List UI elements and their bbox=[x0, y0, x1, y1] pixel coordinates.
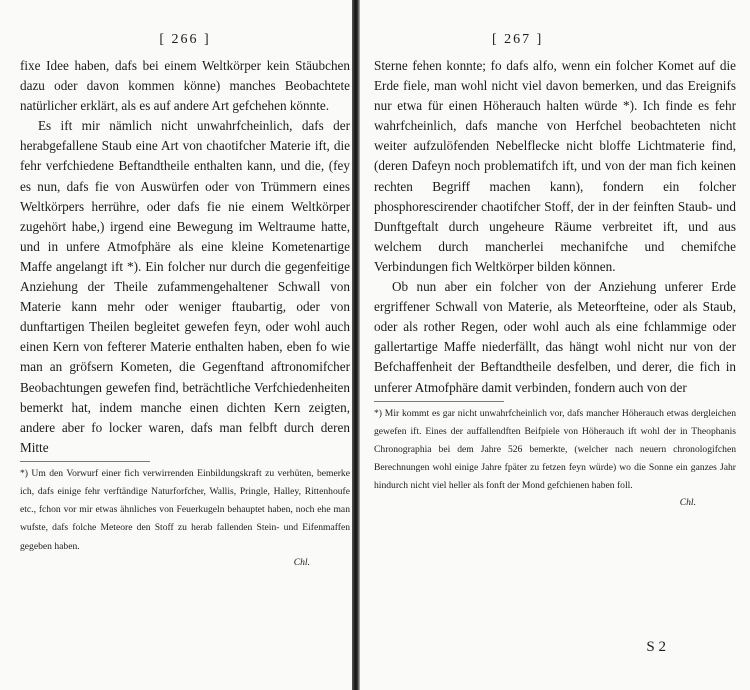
footnote bbox=[374, 405, 736, 512]
paragraph: fixe Idee haben, dafs bei einem Weltkörper kein Stäubchen dazu oder davon kommen könne) manches Beobachtete natürlicher erklärt, als es auf andere Art gefchehen könnte. bbox=[20, 58, 350, 114]
footnote-signature: Chl. bbox=[679, 496, 696, 508]
paragraph: Es ift mir nämlich nicht unwahrfcheinlich, dafs der herabgefallene Staub eine Art von chaotifcher Materie ift, die fehr verfchiedene Beftandtheile enthalten kann, und die, (fey es nun, dafs fie von Auswürfen oder von Trümmern eines Weltkörpers herrühre, oder dafs fie nie einem Weltkörper zugehört habe,) irgend eine Bewegung im Weltraume hatte, und in unfere Atmofphäre als eine kleine Kometenartige Maffe angelangt ift *). Ein folcher nur durch die gegenfeitige Anziehung der Theile zufammengehaltener Schwall von Materie kann mehr oder weniger ftaubartig, oder von dunftartigen Theilen begleitet gewefen feyn, oder wohl auch einen Kern von fefterer Materie enthalten haben, eben fo wie man an gröfsern Kometen, die Gegenftand aftronomifcher Beobachtungen gewefen find, beträchtliche Verfchiedenheiten bemerkt hat, indem manche einen dichten Kern zeigten, andere aber fo locker waren, dafs man felbft durch deren Mitte bbox=[20, 118, 350, 455]
page-number: [ 267 ] bbox=[492, 32, 544, 47]
footnote-rule bbox=[20, 461, 150, 462]
footnote-text: *) Um den Vorwurf einer fich verwirrenden Einbildungskraft zu verhüten, bemerke ich, dafs einige fehr verftändige Naturforfcher, Wallis, Pringle, Halley, Rittenhoufe etc., fchon vor mir etwas ähnliches von Feuerkugeln behauptet haben, noch ehe man wufste, dafs folche Meteore den Stoff zu herab fallenden Stein- und Eifenmaffen gegeben haben. bbox=[20, 467, 350, 552]
paragraph: Sterne fehen konnte; fo dafs alfo, wenn ein folcher Komet auf die Erde fiele, man wohl nicht viel davon bemerken, und das Ereignifs nur etwa für einen Höherauch halten würde *). Ich finde es fehr wahrfcheinlich, dafs manche von Herfchel beobachteten nicht weiter aufzulöfenden Nebelflecke nicht bloffe Lichtmaterie find, (deren Dafeyn noch problematifch ift, und von der man fich keinen rechten Begriff machen kann), fondern ein folcher phosphorescirender chaotifcher Stoff, der in der feinften Staub- und Dunftgeftalt durch ungeheure Räume verbreitet ift, und aus welchem durch mancherlei mechanifche und chemifche Verbindungen fich Weltkörper bilden können. bbox=[374, 58, 736, 274]
catchword: S 2 bbox=[646, 639, 666, 655]
main-text bbox=[20, 56, 350, 458]
footnote-text: *) Mir kommt es gar nicht unwahrfcheinlich vor, dafs mancher Höherauch etwas dergleichen gewefen ift. Eines der auffallendften Beifpiele von Höherauch ift wohl der in Theophanis Chronographia bei dem Jahre 526 bemerkte, (welcher nach neuern chronologifchen Berechnungen wohl einige Jahre fpäter zu fetzen feyn würde) wo die Sonne ein ganzes Jahr hindurch nicht viel heller als fonft der Mond gefchienen haben foll. bbox=[374, 407, 736, 492]
paragraph: Ob nun aber ein folcher von der Anziehung unferer Erde ergriffener Schwall von Materie, als Meteorfteine, oder als Staub, oder als rother Regen, oder wohl auch als eine fchlammige oder gallertartige Maffe niederfällt, das hängt wohl nicht nur von der Befchaffenheit der Beftandtheile desfelben, und derer, die fich in unferer Atmofphäre damit verbinden, fondern auch von der bbox=[374, 279, 736, 395]
footnote-rule bbox=[374, 401, 504, 402]
page-number: [ 266 ] bbox=[159, 32, 211, 47]
footnote bbox=[20, 465, 350, 572]
left-page bbox=[0, 0, 356, 690]
book-gutter bbox=[352, 0, 360, 690]
footnote-signature: Chl. bbox=[293, 556, 310, 568]
main-text bbox=[374, 56, 736, 398]
right-page bbox=[360, 0, 750, 690]
